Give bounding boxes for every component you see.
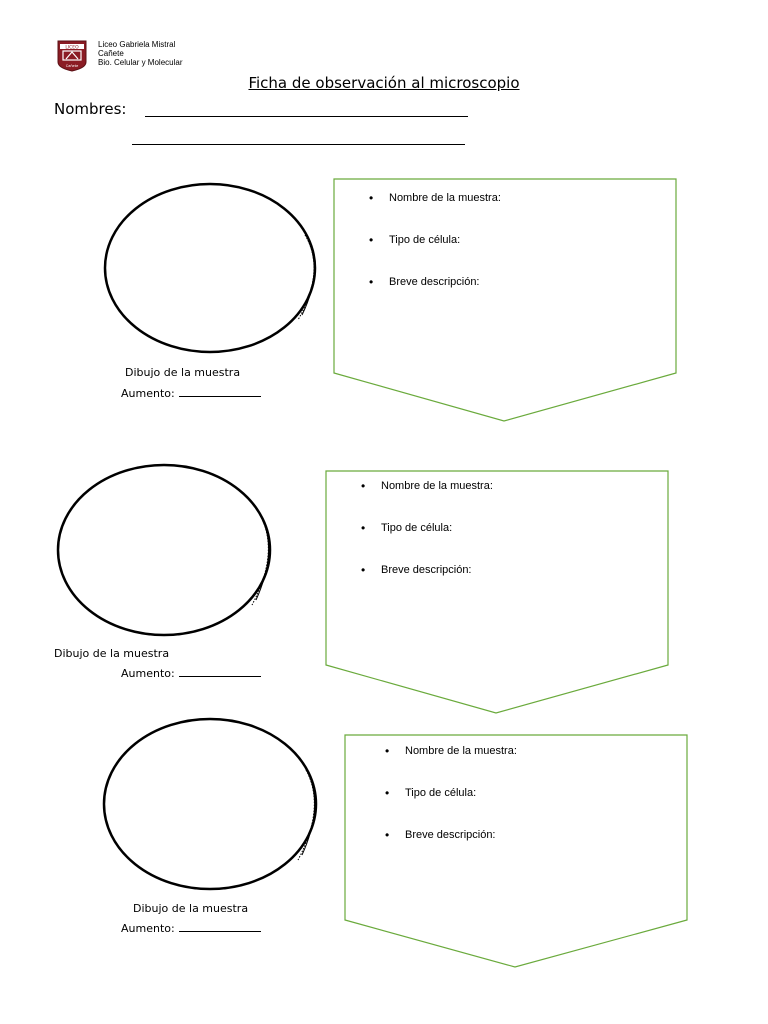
magnification-field[interactable] [121,922,261,935]
info-list [383,745,517,871]
field-description[interactable]: • Breve descripción: [359,564,493,606]
field-cell-type[interactable]: • Tipo de célula: [383,787,517,829]
drawing-caption: Dibujo de la muestra [125,366,241,379]
names-line-1[interactable] [145,116,468,117]
logo-subtext: Cañete [65,64,79,68]
info-list [367,192,501,318]
magnification-field[interactable] [121,667,261,680]
school-city: Cañete [98,49,124,58]
drawing-caption: Dibujo de la muestra [54,647,170,660]
magnification-label: Aumento: [121,387,175,400]
school-info [98,40,182,67]
magnification-line[interactable] [179,675,261,677]
magnification-label: Aumento: [121,922,175,935]
magnification-line[interactable] [179,395,261,397]
field-cell-type[interactable]: • Tipo de célula: [359,522,493,564]
drawing-caption: Dibujo de la muestra [133,902,249,915]
field-sample-name[interactable]: • Nombre de la muestra: [367,192,501,234]
logo-text: LICEO [65,45,79,51]
field-description[interactable]: • Breve descripción: [383,829,517,871]
field-sample-name[interactable]: • Nombre de la muestra: [383,745,517,787]
info-list [359,480,493,606]
drawing-circle[interactable] [54,460,280,644]
names-label: Nombres: [54,100,127,118]
names-line-2[interactable] [132,144,465,145]
school-name: Liceo Gabriela Mistral [98,40,176,49]
field-sample-name[interactable]: • Nombre de la muestra: [359,480,493,522]
drawing-circle[interactable] [100,180,326,360]
page-title: Ficha de observación al microscopio [248,74,520,92]
school-subject: Bio. Celular y Molecular [98,58,183,67]
drawing-circle[interactable] [100,715,326,897]
magnification-field[interactable] [121,387,261,400]
magnification-label: Aumento: [121,667,175,680]
field-description[interactable]: • Breve descripción: [367,276,501,318]
magnification-line[interactable] [179,930,261,932]
school-logo [57,40,87,72]
field-cell-type[interactable]: • Tipo de célula: [367,234,501,276]
